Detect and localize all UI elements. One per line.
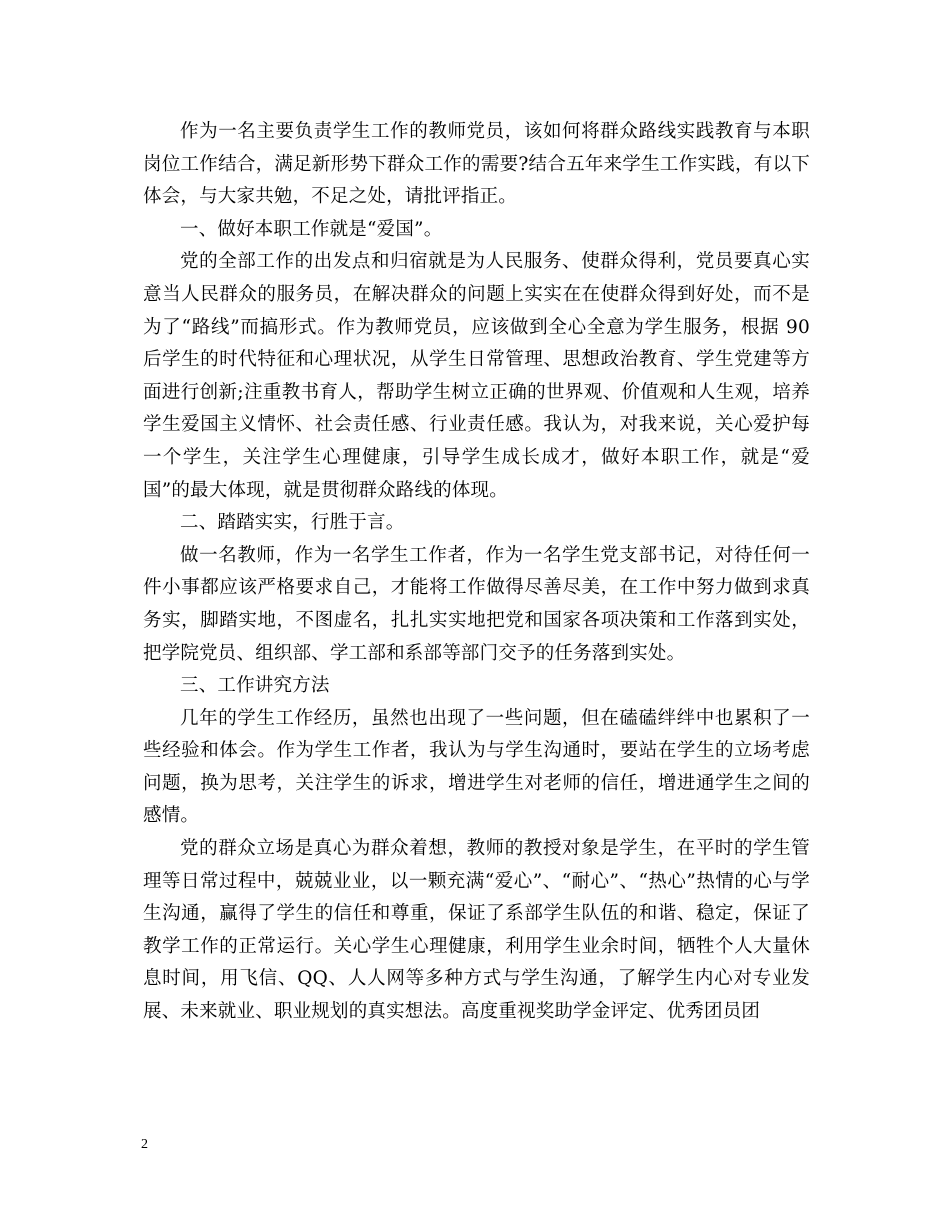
page-number: 2: [141, 1137, 148, 1152]
section-1-paragraph: 党的全部工作的出发点和归宿就是为人民服务、使群众得利，党员要真心实意当人民群众的服务员，在解决群众的问题上实实在在使群众得到好处，而不是为了“路线”而搞形式。作为教师党员，应该做到全心全意为学生服务，根据 90 后学生的时代特征和心理状况，从学生日常管理、思想政治教育、学生党建等方面进行创新;注重教书育人，帮助学生树立正确的世界观、价值观和人生观，培养学生爱国主义情怀、社会责任感、行业责任感。我认为，对我来说，关心爱护每一个学生，关注学生心理健康，引导学生成长成才，做好本职工作，就是“爱国”的最大体现，就是贯彻群众路线的体现。: [143, 251, 810, 501]
section-3-paragraph-1: 几年的学生工作经历，虽然也出现了一些问题，但在磕磕绊绊中也累积了一些经验和体会。作为学生工作者，我认为与学生沟通时，要站在学生的立场考虑问题，换为思考，关注学生的诉求，增进学生对老师的信任，增进通学生之间的感情。: [143, 707, 810, 827]
section-heading-2: 二、踏踏实实，行胜于言。: [180, 512, 405, 534]
section-2-paragraph: 做一名教师，作为一名学生工作者，作为一名学生党支部书记，对待任何一件小事都应该严格要求自己，才能将工作做得尽善尽美，在工作中努力做到求真务实，脚踏实地，不图虚名，扎扎实实地把党和国家各项决策和工作落到实处，把学院党员、组织部、学工部和系部等部门交予的任务落到实处。: [143, 544, 810, 664]
document-body: [143, 116, 810, 1029]
intro-paragraph: 作为一名主要负责学生工作的教师党员，该如何将群众路线实践教育与本职岗位工作结合，满足新形势下群众工作的需要?结合五年来学生工作实践，有以下体会，与大家共勉，不足之处，请批评指正。: [143, 121, 810, 208]
section-3-paragraph-2: 党的群众立场是真心为群众着想，教师的教授对象是学生，在平时的学生管理等日常过程中，兢兢业业，以一颗充满“爱心”、“耐心”、“热心”热情的心与学生沟通，赢得了学生的信任和尊重，保证了系部学生队伍的和谐、稳定，保证了教学工作的正常运行。关心学生心理健康，利用学生业余时间，牺牲个人大量休息时间，用飞信、QQ、人人网等多种方式与学生沟通，了解学生内心对专业发展、未来就业、职业规划的真实想法。高度重视奖助学金评定、优秀团员团: [143, 838, 810, 1023]
section-heading-1: 一、做好本职工作就是“爱国”。: [180, 218, 443, 240]
section-heading-3: 三、工作讲究方法: [180, 675, 330, 697]
